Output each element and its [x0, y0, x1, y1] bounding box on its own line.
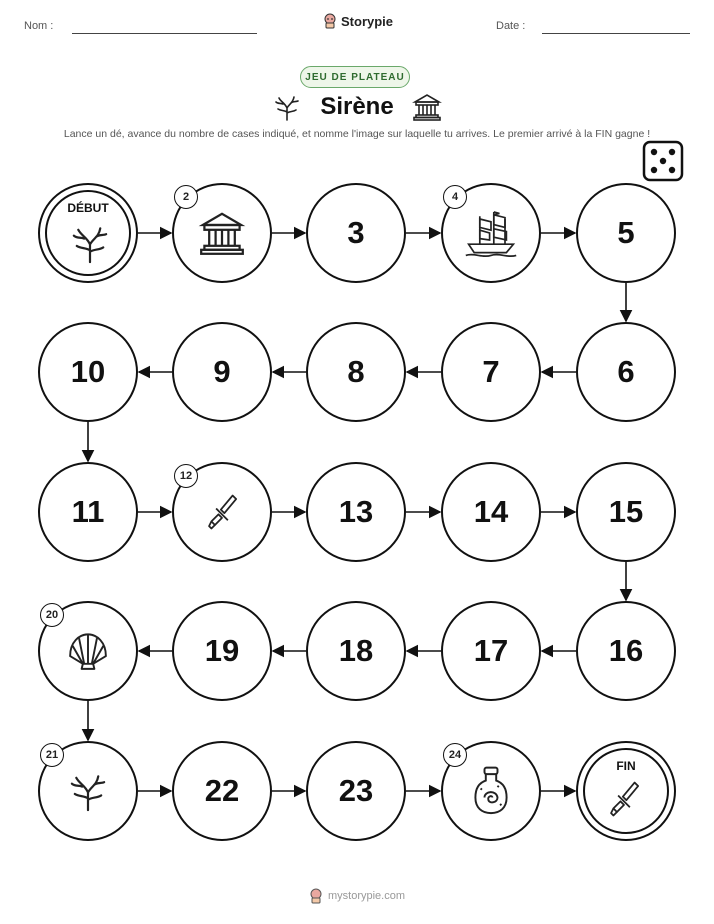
coral-icon [66, 769, 110, 813]
date-field[interactable] [542, 33, 690, 34]
temple-icon [198, 209, 246, 257]
potion-icon [471, 765, 511, 817]
board-cell-20 [38, 601, 138, 701]
cell-number-badge: 20 [40, 603, 64, 627]
cell-number: 9 [213, 354, 231, 389]
board-cell-23 [306, 741, 406, 841]
board-cell-5 [576, 183, 676, 283]
cell-number-badge: 12 [174, 464, 198, 488]
board-cell-17 [441, 601, 541, 701]
board-cell-13 [306, 462, 406, 562]
page-title: Sirène [320, 93, 394, 120]
dagger-icon [204, 492, 240, 532]
board-cell-6 [576, 322, 676, 422]
instructions-text: Lance un dé, avance du nombre de cases indiqué, et nomme l'image sur laquelle tu arrives. Le premier arrivé à la FIN gagne ! [63, 128, 651, 140]
cell-number: 16 [608, 633, 644, 668]
cell-number: 14 [473, 494, 509, 529]
temple-icon [412, 92, 442, 122]
dagger-icon [606, 779, 642, 824]
board-cell-18 [306, 601, 406, 701]
board-cell-9 [172, 322, 272, 422]
board-cell-15 [576, 462, 676, 562]
brand-logo [323, 13, 393, 29]
cell-number: 10 [70, 354, 106, 389]
title-row [0, 92, 714, 122]
cell-number: 5 [617, 215, 635, 250]
cell-number-badge: 2 [174, 185, 198, 209]
date-label: Date : [496, 20, 526, 32]
cell-number-badge: 24 [443, 743, 467, 767]
footer-site: mystorypie.com [327, 890, 406, 902]
board-cell-19 [172, 601, 272, 701]
cell-number: 13 [338, 494, 374, 529]
board-cell-22 [172, 741, 272, 841]
board-cell-25 [576, 741, 676, 841]
start-label: DÉBUT [67, 201, 109, 215]
board-cell-1 [38, 183, 138, 283]
footer [0, 888, 714, 904]
board-cell-3 [306, 183, 406, 283]
board-cell-2 [172, 183, 272, 283]
board-cell-4 [441, 183, 541, 283]
cell-number: 19 [204, 633, 240, 668]
storypie-mascot-icon [323, 13, 337, 29]
cell-number: 3 [347, 215, 365, 250]
shell-icon [65, 630, 111, 672]
cell-number: 6 [617, 354, 635, 389]
cell-number-badge: 21 [40, 743, 64, 767]
cell-number: 11 [71, 494, 105, 529]
cell-number-badge: 4 [443, 185, 467, 209]
cell-number: 15 [608, 494, 644, 529]
board-cell-10 [38, 322, 138, 422]
cell-number: 7 [482, 354, 500, 389]
storypie-mascot-icon [309, 888, 323, 904]
dice-icon [642, 140, 684, 182]
cell-number: 8 [347, 354, 365, 389]
board-cell-21 [38, 741, 138, 841]
finish-label: FIN [616, 759, 636, 773]
ship-icon [463, 207, 519, 259]
coral-icon [68, 221, 112, 270]
cell-number: 23 [338, 773, 374, 808]
cell-number: 17 [473, 633, 509, 668]
cell-number: 18 [338, 633, 374, 668]
board-cell-12 [172, 462, 272, 562]
coral-icon [272, 92, 302, 122]
board-cell-11 [38, 462, 138, 562]
board-cell-24 [441, 741, 541, 841]
name-field[interactable] [72, 33, 257, 34]
board-cell-14 [441, 462, 541, 562]
cell-number: 22 [204, 773, 240, 808]
name-label: Nom : [24, 20, 54, 32]
board-cell-8 [306, 322, 406, 422]
board-cell-16 [576, 601, 676, 701]
board-cell-7 [441, 322, 541, 422]
game-type-badge: JEU DE PLATEAU [300, 66, 410, 88]
brand-name: Storypie [341, 13, 394, 29]
